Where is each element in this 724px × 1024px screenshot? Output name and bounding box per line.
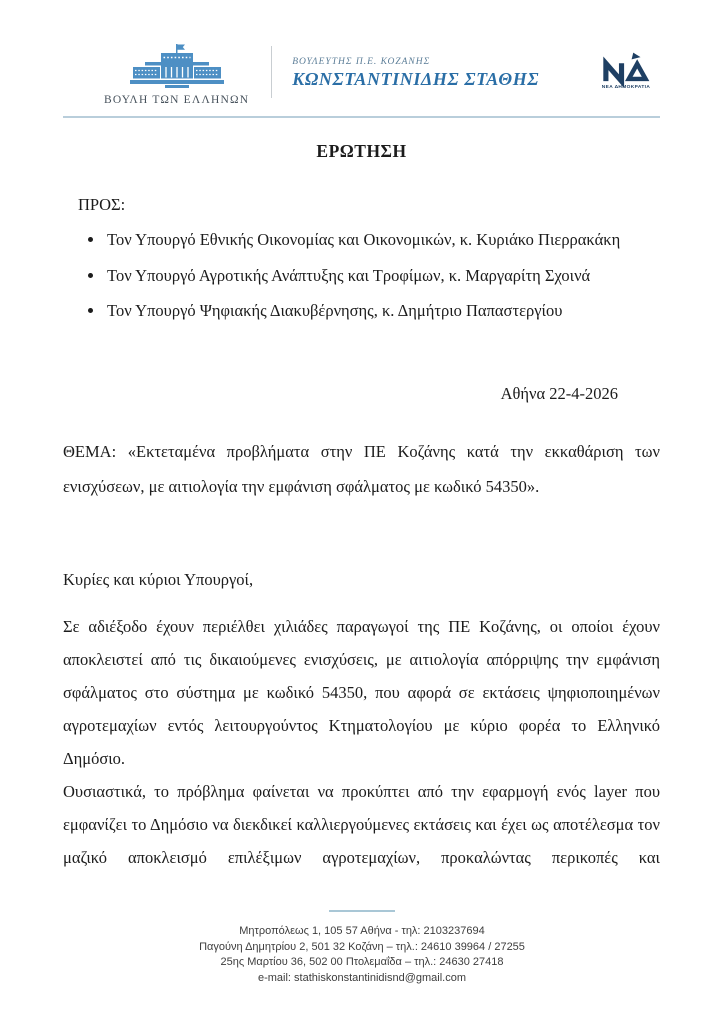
party-logo-block (600, 51, 652, 94)
party-caption: ΝΕΑ ΔΗΜΟΚΡΑΤΙΑ (601, 84, 651, 89)
letterhead (0, 0, 724, 106)
parliament-caption: ΒΟΥΛΗ ΤΩΝ ΕΛΛΗΝΩΝ (104, 94, 250, 106)
footer-address-kozani: Παγούνη Δημητρίου 2, 501 32 Κοζάνη – τηλ.: 24610 39964 / 27255 (199, 940, 525, 953)
footer-divider (329, 910, 395, 912)
footer-email: e-mail: stathiskonstantinidisnd@gmail.com (257, 971, 467, 984)
dateline: Αθήνα 22-4-2026 (500, 383, 618, 403)
header-divider (271, 46, 272, 98)
footer-address-ptolemaida: 25ης Μαρτίου 36, 502 00 Πτολεμαΐδα – τηλ.: 24630 27418 (220, 956, 504, 968)
parliament-building-icon (127, 44, 227, 90)
mp-name: ΚΩΝΣΤΑΝΤΙΝΙΔΗΣ ΣΤΑΘΗΣ (292, 68, 540, 89)
mp-identity (292, 57, 539, 90)
salutation: Κυρίες και κύριοι Υπουργοί, (63, 570, 254, 589)
footer-address-athens: Μητροπόλεως 1, 105 57 Αθήνα - τηλ: 2103237694 (239, 925, 485, 937)
letter-footer (0, 910, 724, 986)
parliament-logo-block (104, 44, 249, 106)
to-label: ΠΡΟΣ: (78, 194, 126, 214)
recipient-item: • Τον Υπουργό Αγροτικής Ανάπτυξης και Τροφίμων, κ. Μαργαρίτη Σχοινά (105, 260, 660, 293)
letter-body (0, 135, 724, 874)
mp-role: ΒΟΥΛΕΥΤΗΣ Π.Ε. ΚΟΖΑΝΗΣ (292, 56, 431, 67)
body-paragraph: Ουσιαστικά, το πρόβλημα φαίνεται να προκύπτει από την εφαρμογή ενός layer που εμφανίζει το Δημόσιο να διεκδικεί καλλιεργούμενες εκτάσεις και έχει ως αποτέλεσμα τον μαζικό αποκλεισμό επιλέξιμων αγροτεμαχίων, προκαλώντας περικοπές και (63, 781, 660, 867)
recipient-item: • Τον Υπουργό Εθνικής Οικονομίας και Οικονομικών, κ. Κυριάκο Πιερρακάκη (105, 224, 660, 257)
nea-dimokratia-logo-icon (600, 76, 652, 93)
recipients-list (63, 224, 660, 328)
document-title: ΕΡΩΤΗΣΗ (316, 141, 407, 161)
subject-line: ΘΕΜΑ: «Εκτεταμένα προβλήματα στην ΠΕ Κοζάνης κατά την εκκαθάριση των ενισχύσεων, με αιτιολογία την εμφάνιση σφάλματος με κωδικό 54350». (63, 442, 660, 496)
recipient-item: • Τον Υπουργό Ψηφιακής Διακυβέρνησης, κ. Δημήτριο Παπαστεργίου (105, 295, 660, 328)
body-paragraph: Σε αδιέξοδο έχουν περιέλθει χιλιάδες παραγωγοί της ΠΕ Κοζάνης, οι οποίοι έχουν αποκλειστεί από τις δικαιούμενες ενισχύσεις, με αιτιολογία απόρριψης την εμφάνιση σφάλματος στο σύστημα με κωδικό 54350, που αφορά σε εκτάσεις ψηφιοποιημένων αγροτεμαχίων εντός λειτουργούντος Κτηματολογίου με κύριο φορέα το Ελληνικό Δημόσιο. (63, 616, 660, 768)
letterhead-rule (63, 116, 660, 118)
